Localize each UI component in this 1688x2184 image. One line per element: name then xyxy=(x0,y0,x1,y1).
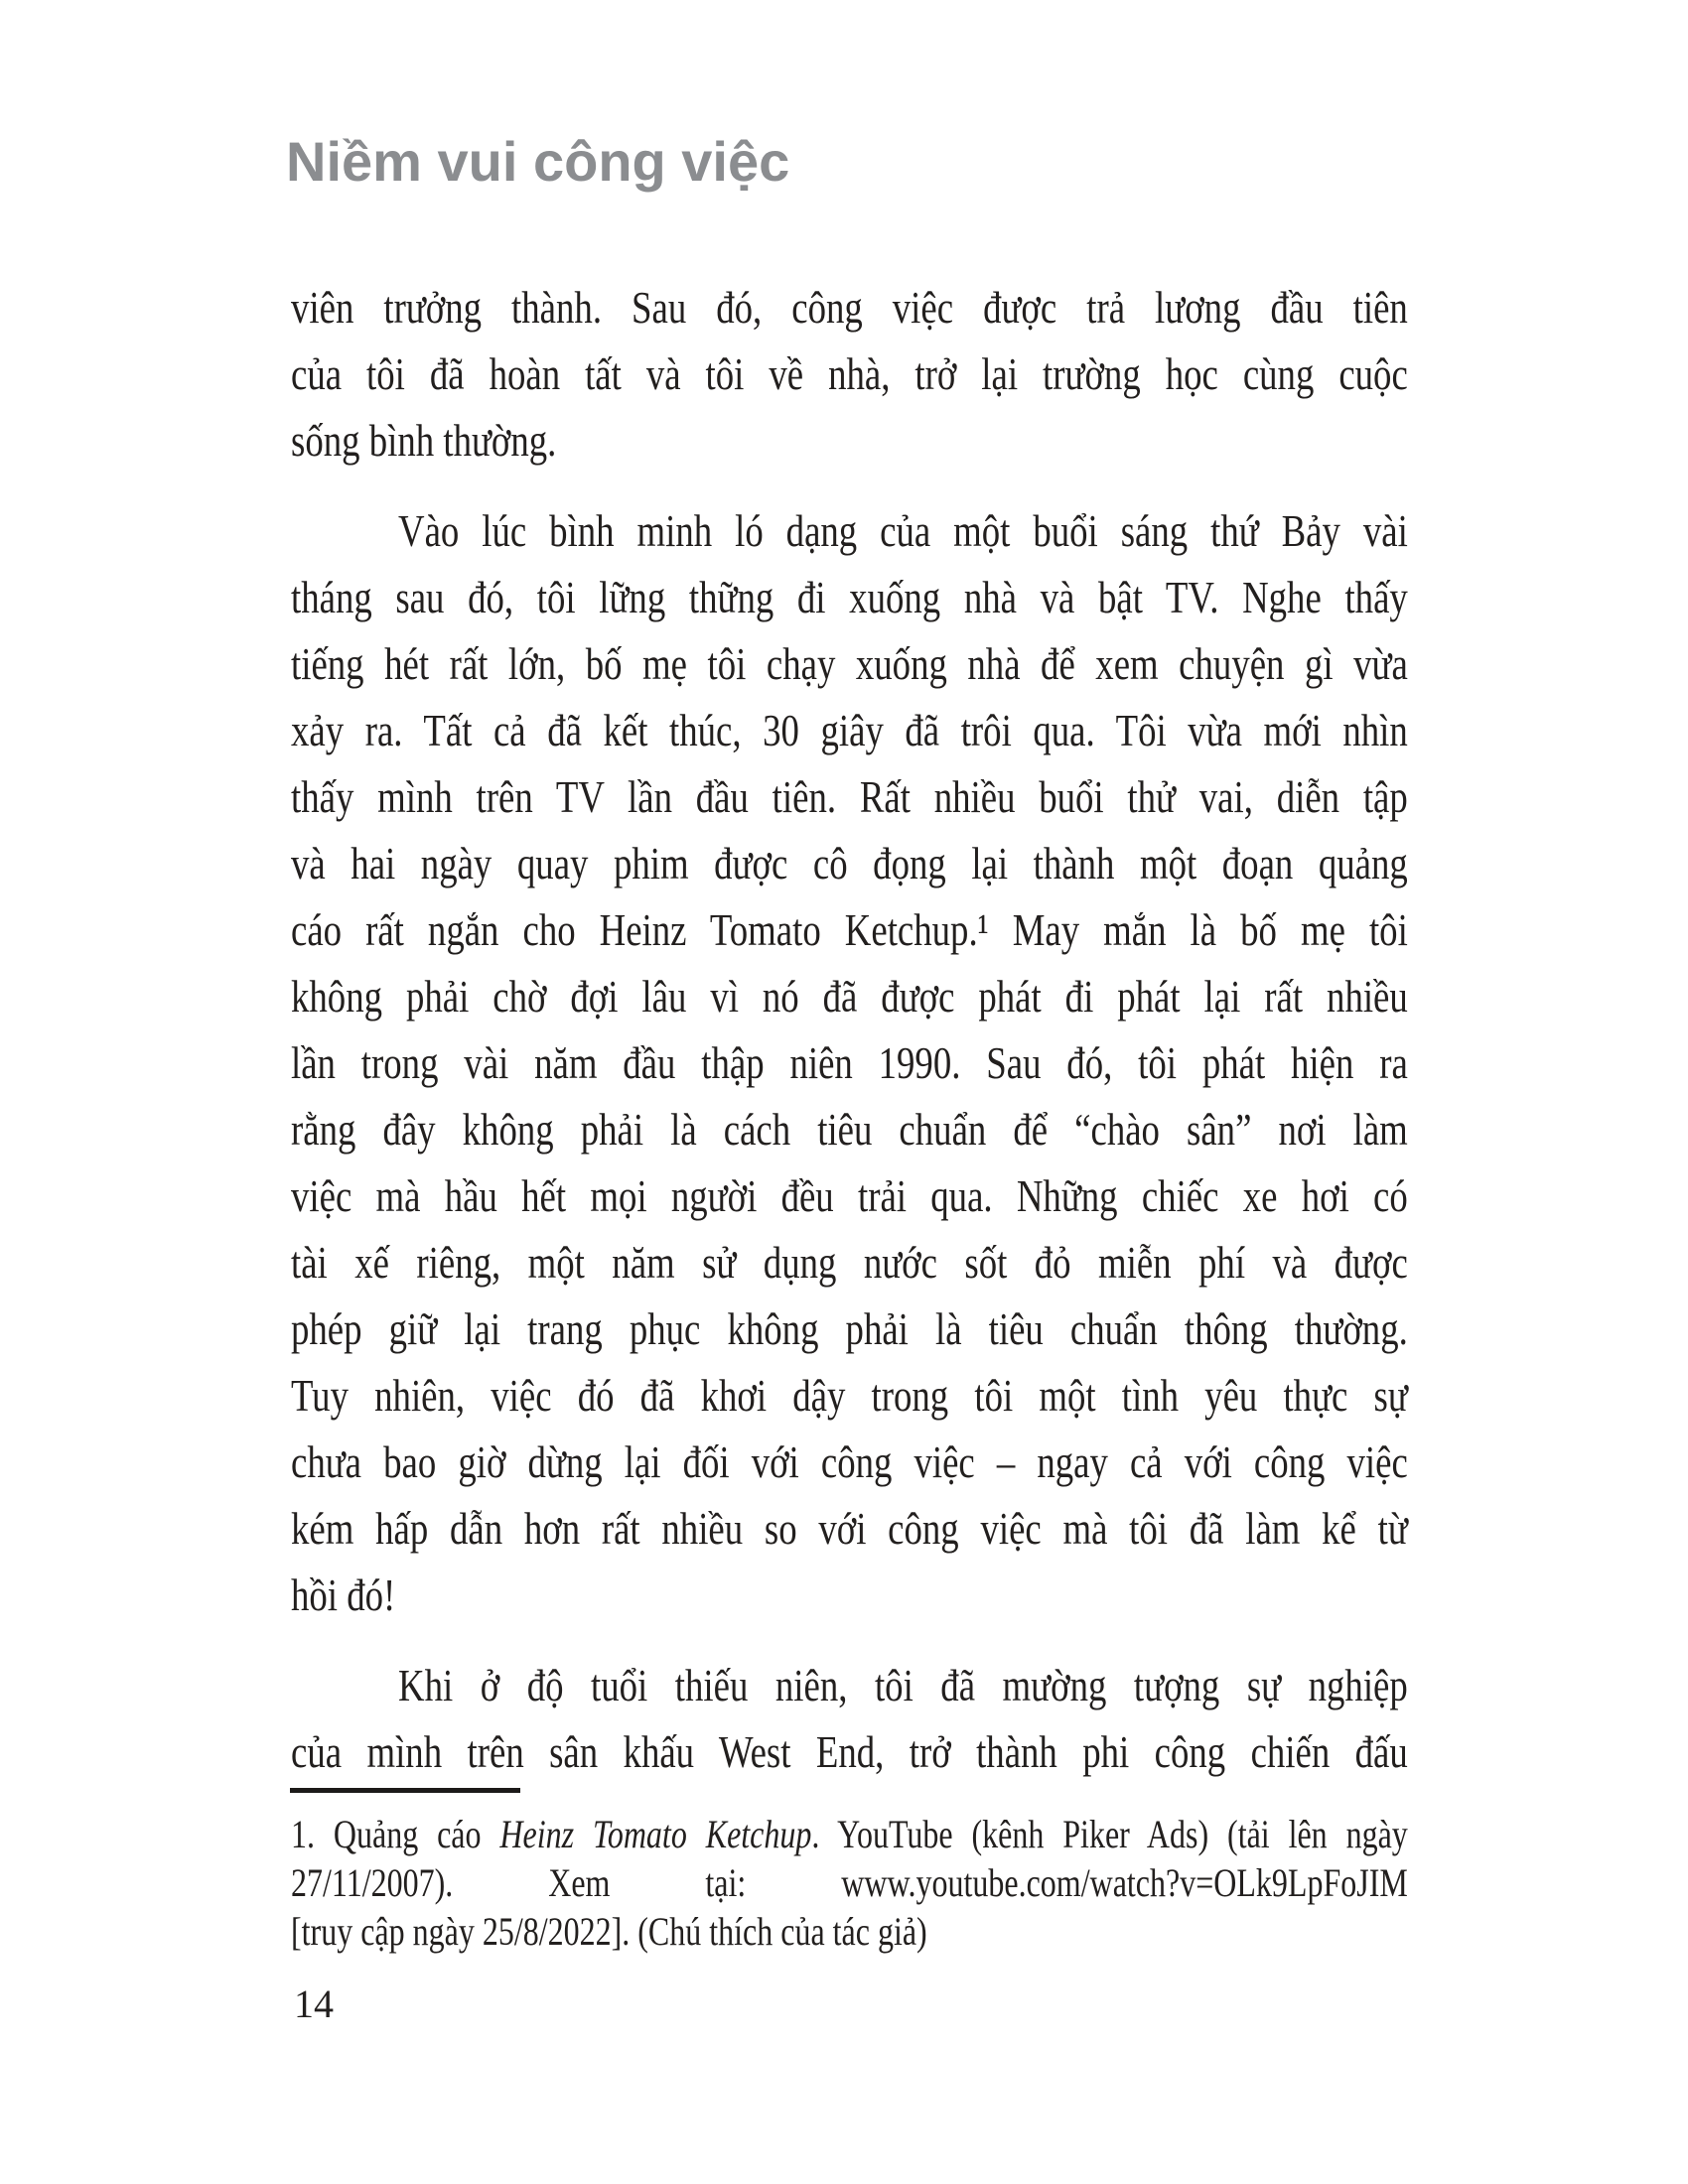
page-number: 14 xyxy=(294,1981,334,2026)
text-line: sống bình thường. xyxy=(291,415,557,466)
text-line: tiếng hét rất lớn, bố mẹ tôi chạy xuống nhà để xem chuyện gì vừa xyxy=(291,638,1408,689)
text-line: rằng đây không phải là cách tiêu chuẩn để “chào sân” nơi làm xyxy=(291,1104,1408,1155)
text-line: và hai ngày quay phim được cô đọng lại thành một đoạn quảng xyxy=(291,838,1408,888)
body-text xyxy=(291,274,1408,1785)
footnote-work-title: Heinz Tomato Ketchup xyxy=(499,1812,812,1856)
text-line: không phải chờ đợi lâu vì nó đã được phát đi phát lại rất nhiều xyxy=(291,971,1408,1022)
text-line: phép giữ lại trang phục không phải là tiêu chuẩn thông thường. xyxy=(291,1303,1408,1354)
footnote-line: 27/11/2007). Xem tại: www.youtube.com/watch?v=OLk9LpFoJIM xyxy=(291,1860,1408,1905)
text-line: Vào lúc bình minh ló dạng của một buổi sáng thứ Bảy vài xyxy=(398,505,1408,556)
text-line: thấy mình trên TV lần đầu tiên. Rất nhiều buổi thử vai, diễn tập xyxy=(291,771,1408,822)
text-line: chưa bao giờ dừng lại đối với công việc – ngay cả với công việc xyxy=(291,1436,1408,1487)
footnote-text: . YouTube (kênh Piker Ads) (tải lên ngày xyxy=(811,1812,1408,1856)
body-paragraph xyxy=(291,274,1408,474)
running-header: Niềm vui công việc xyxy=(286,130,790,193)
footnote-line: [truy cập ngày 25/8/2022]. (Chú thích của tác giả) xyxy=(291,1909,927,1954)
text-line: tháng sau đó, tôi lững thững đi xuống nhà và bật TV. Nghe thấy xyxy=(291,572,1408,622)
text-line: lần trong vài năm đầu thập niên 1990. Sau đó, tôi phát hiện ra xyxy=(291,1037,1408,1088)
text-line: kém hấp dẫn hơn rất nhiều so với công việc mà tôi đã làm kể từ xyxy=(291,1503,1408,1554)
body-paragraph xyxy=(291,497,1408,1628)
text-line: viên trưởng thành. Sau đó, công việc được trả lương đầu tiên xyxy=(291,282,1408,333)
text-line: của tôi đã hoàn tất và tôi về nhà, trở lại trường học cùng cuộc xyxy=(291,348,1408,399)
text-line: xảy ra. Tất cả đã kết thúc, 30 giây đã trôi qua. Tôi vừa mới nhìn xyxy=(291,705,1408,755)
text-line: việc mà hầu hết mọi người đều trải qua. Những chiếc xe hơi có xyxy=(291,1170,1408,1221)
text-line: hồi đó! xyxy=(291,1570,396,1620)
footnote-line xyxy=(291,1810,1408,1858)
text-line: của mình trên sân khấu West End, trở thành phi công chiến đấu xyxy=(291,1726,1408,1777)
text-line: tài xế riêng, một năm sử dụng nước sốt đỏ miễn phí và được xyxy=(291,1237,1408,1288)
text-line: Khi ở độ tuổi thiếu niên, tôi đã mường tượng sự nghiệp xyxy=(398,1660,1408,1710)
footnote xyxy=(291,1810,1408,1956)
text-line: Tuy nhiên, việc đó đã khơi dậy trong tôi một tình yêu thực sự xyxy=(291,1370,1408,1421)
footnote-separator xyxy=(290,1788,520,1793)
body-paragraph xyxy=(291,1652,1408,1785)
footnote-text: 1. Quảng cáo xyxy=(291,1812,500,1856)
text-line: cáo rất ngắn cho Heinz Tomato Ketchup.¹ May mắn là bố mẹ tôi xyxy=(291,904,1408,955)
